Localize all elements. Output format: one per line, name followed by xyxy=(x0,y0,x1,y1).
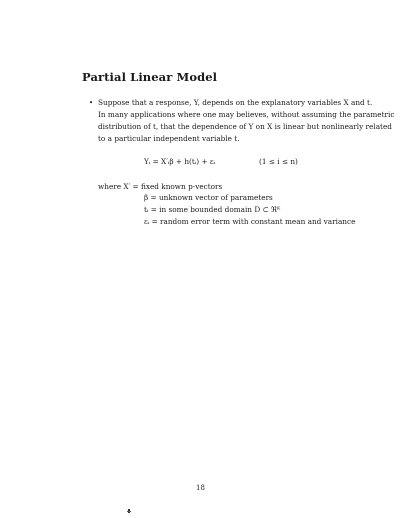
section-heading: Partial Linear Model xyxy=(82,70,218,84)
model-equation: Yᵢ = X′ᵢβ + h(tᵢ) + εᵢ xyxy=(144,157,216,166)
paragraph-line: Suppose that a response, Y, depends on the explanatory variables X and t. xyxy=(98,98,373,107)
definition-epsilon: εᵢ = random error term with constant mean and variance xyxy=(144,217,356,226)
bullet-icon: • xyxy=(89,99,94,107)
scan-mark xyxy=(127,511,131,512)
definition-t: tᵢ = in some bounded domain D ⊂ ℜᴷ xyxy=(144,205,281,214)
page-number: 18 xyxy=(196,484,205,492)
paragraph-line: In many applications where one may believes, without assuming the parametric xyxy=(98,110,395,119)
definition-beta: β = unknown vector of parameters xyxy=(144,193,273,202)
paragraph-line: to a particular independent variable t. xyxy=(98,134,240,143)
paragraph-line: distribution of t, that the dependence of Y on X is linear but nonlinearly related xyxy=(98,122,392,131)
where-definition: where X′ = fixed known p-vectors xyxy=(98,182,223,191)
index-condition: (1 ≤ i ≤ n) xyxy=(259,157,298,166)
